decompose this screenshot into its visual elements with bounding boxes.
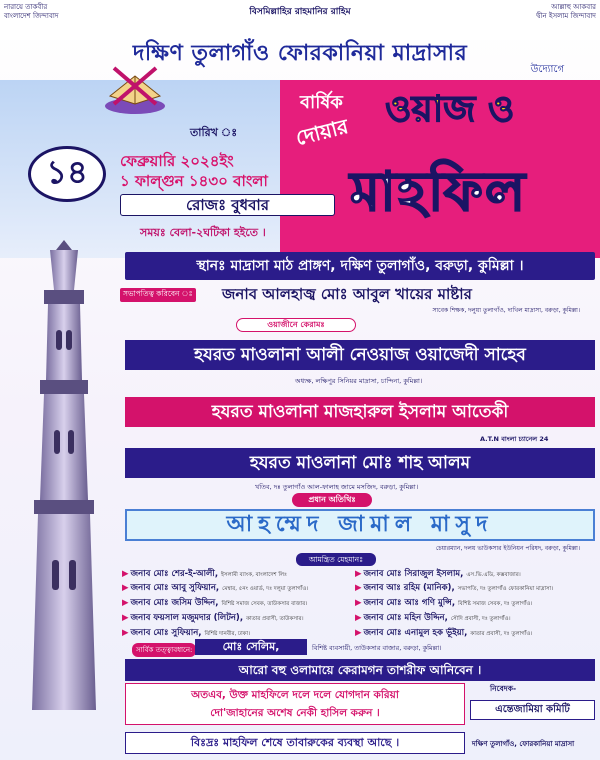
- organizer-name: মোঃ সেলিম,: [195, 639, 307, 655]
- guest-name: জনাব মোঃ সিরাজুল ইসলাম,: [363, 569, 464, 579]
- speakers-label: ওয়াজীনে কেরামঃ: [236, 318, 356, 332]
- guest-desc: কাতার প্রবাসী, দঃ তুলাগাঁও।: [470, 631, 533, 637]
- presenter-name: এন্তেজামিয়া কমিটি: [470, 700, 595, 720]
- presenter-label: নিবেদক-: [490, 684, 517, 693]
- speaker-2-name: হযরত মাওলানা মাজহারুল ইসলাম আতেকী: [125, 397, 595, 427]
- chief-guest-name: আহম্মেদ জামাল মাসুদ: [125, 509, 595, 541]
- invitation-box: [125, 683, 465, 725]
- date-label: তারিখ ঃ: [190, 126, 238, 139]
- guest-desc: এস.ভি.এডি, কক্সবাজার।: [466, 572, 521, 578]
- bullet-icon: ▶: [122, 628, 129, 638]
- guest-name: জনাব মোঃ এনামুল হক ভূঁইয়া,: [363, 628, 468, 638]
- bullet-icon: ▶: [355, 613, 362, 623]
- guest-left-3: [122, 596, 307, 610]
- invitation-line2: দো'জাহানের অশেষ নেকী হাসিল করুন ।: [210, 707, 380, 719]
- chair-label: সভাপতিত্ব করিবেন ঃ: [120, 288, 196, 302]
- bullet-icon: ▶: [355, 569, 362, 579]
- guest-name: জনাব মোঃ জসিম উদ্দিন,: [130, 598, 219, 608]
- doyar-text: দোয়ার: [293, 114, 351, 151]
- guest-name: জনাব আঃ রহিম (মানিক),: [363, 583, 455, 593]
- guest-name: জনাব মোঃ সুফিয়ান,: [130, 628, 202, 638]
- venue-band: স্থানঃ মাদ্রাসা মাঠ প্রাঙ্গণ, দক্ষিণ তুলাগাঁও, বরুড়া, কুমিল্লা ।: [125, 252, 595, 280]
- guest-desc: বিশিষ্ট সমাজ সেবক, দঃ তুলাগাঁও।: [458, 601, 533, 607]
- top-bar: [0, 0, 600, 40]
- guest-left-1: [122, 567, 287, 581]
- date-bangla: ১ ফাল্গুন ১৪৩০ বাংলা: [120, 172, 268, 190]
- organizer-desc: বিশিষ্ট ব্যবসায়ী, তাউকসার বাজার, বরুড়া, কুমিল্লা।: [312, 644, 442, 652]
- footer-place: দক্ষিণ তুলাগাঁও, ফোরকানিয়া মাদ্রাসা: [472, 740, 575, 748]
- guest-desc: কাতার প্রবাসী, তাউকসার।: [246, 616, 304, 622]
- quran-stand-icon: [100, 56, 170, 116]
- bullet-icon: ▶: [355, 583, 362, 593]
- bullet-icon: ▶: [355, 628, 362, 638]
- guest-desc: মেম্বার, ৫নং ওয়ার্ড, দঃ দলুয়া তুলাগাঁও।: [222, 586, 309, 592]
- guest-right-1: [355, 567, 521, 581]
- time-text: সময়ঃ বেলা-২ঘটিকা হইতে ।: [140, 226, 266, 239]
- guest-desc: সভাপতি, দঃ তুলাগাঁও ফোরকানিয়া মাদ্রাসা।: [457, 586, 554, 592]
- chief-guest-label: প্রধান অতিথিঃ: [292, 493, 372, 507]
- madrasa-name: দক্ষিণ তুলাগাঁও ফোরকানিয়া মাদ্রাসার: [132, 41, 468, 66]
- guest-left-4: [122, 611, 304, 625]
- date-english: ফেব্রুয়ারি ২০২৪ইং: [120, 152, 234, 170]
- organizer-label: সার্বিক তত্ত্বাবধানে:: [132, 643, 196, 657]
- guests-label: আমন্ত্রিত মেহমানঃ: [296, 553, 376, 566]
- guest-name: জনাব মোঃ আঃ গণি মুন্সি,: [363, 598, 456, 608]
- udyoge: উদ্যোগে: [530, 64, 564, 75]
- guest-name: জনাব মোঃ শের-ই-আলী,: [130, 569, 219, 579]
- guest-name: জনাব ফয়সাল মজুমদার (লিটন),: [130, 613, 244, 623]
- weekday: রোজঃ বুধবার: [120, 194, 335, 216]
- guest-desc: বিশিষ্ট সমাজ সেবক, তাউকসার বাজার।: [221, 601, 308, 607]
- speaker-3-desc: খতিব, দঃ তুলাগাঁও আল-ফালাহ জামে মসজিদ, বরুড়া, কুমিল্লা।: [255, 483, 419, 491]
- guest-right-3: [355, 596, 532, 610]
- chair-name: জনাব আলহাজ্ব মোঃ আবুল খায়ের মাষ্টার: [222, 285, 472, 303]
- invitation-line1: অতএব, উক্ত মাহফিলে দলে দলে যোগদান করিয়া: [191, 689, 399, 701]
- bullet-icon: ▶: [355, 598, 362, 608]
- bullet-icon: ▶: [122, 613, 129, 623]
- guest-desc: সৌদি প্রবাসী, দঃ তুলাগাঁও।: [450, 616, 511, 622]
- left-slogan: [4, 3, 59, 21]
- speaker-1-name: হযরত মাওলানা আলী নেওয়াজ ওয়াজেদী সাহেব: [125, 340, 595, 370]
- guest-desc: ইসলামী ব্যাংক, বাংলাদেশ লিঃ: [221, 572, 287, 578]
- note-band: বিঃদ্রঃ মাহফিল শেষে তাবারুকের ব্যবস্থা আছে ।: [125, 732, 465, 754]
- minaret-icon: [0, 240, 128, 710]
- speaker-3-name: হযরত মাওলানা মোঃ শাহ আলম: [125, 448, 595, 478]
- guest-right-2: [355, 581, 553, 595]
- right-slogan-line1: আল্লাহু আকবার: [551, 3, 596, 11]
- right-slogan-line2: দ্বীন ইসলাম জিন্দাবাদ: [536, 12, 596, 20]
- chair-desc: সাবেক শিক্ষক, দলুয়া তুলাগাঁও, দাখিল মাদ্রাসা, বরুড়া, কুমিল্লা।: [432, 307, 580, 314]
- right-slogan: [536, 3, 596, 21]
- date-day-badge: ১৪: [28, 146, 106, 202]
- guest-left-2: [122, 581, 308, 595]
- chief-guest-desc: চেয়ারম্যান, দলয় ভাউকসার ইউনিয়ন পরিষদ, বরুড়া, কুমিল্লা।: [435, 545, 580, 552]
- barshik-text: বার্ষিক: [300, 92, 343, 113]
- more-scholars-band: আরো বহু ওলামায়ে কেরামগন তাশরীফ আনিবেন ।: [125, 659, 595, 681]
- speaker-2-desc: A.T.N বাংলা চ্যানেল 24: [480, 435, 549, 443]
- waz-text: ওয়াজ ও: [385, 89, 515, 130]
- guest-right-4: [355, 611, 511, 625]
- speaker-1-desc: অধ্যক্ষ, লক্ষিপুর সিনিয়র মাদ্রাসা, চান্দিনা, কুমিল্লা।: [295, 377, 423, 385]
- bullet-icon: ▶: [122, 598, 129, 608]
- guest-right-5: [355, 626, 532, 640]
- bullet-icon: ▶: [122, 583, 129, 593]
- left-slogan-line1: নারায়ে তাকবীর: [4, 3, 48, 11]
- left-slogan-line2: বাংলাদেশ জিন্দাবাদ: [4, 12, 59, 20]
- bullet-icon: ▶: [122, 569, 129, 579]
- bismillah: বিসমিল্লাহির রাহমানির রাহিম: [249, 7, 351, 17]
- guest-left-5: [122, 626, 250, 640]
- guest-name: জনাব মোঃ মহিন উদ্দিন,: [363, 613, 448, 623]
- guest-desc: বিশিষ্ট দানবীর, ঢাকা।: [204, 631, 251, 637]
- mahfil-title: মাহফিল: [350, 160, 528, 223]
- guest-name: জনাব মোঃ আবু সুফিয়ান,: [130, 583, 220, 593]
